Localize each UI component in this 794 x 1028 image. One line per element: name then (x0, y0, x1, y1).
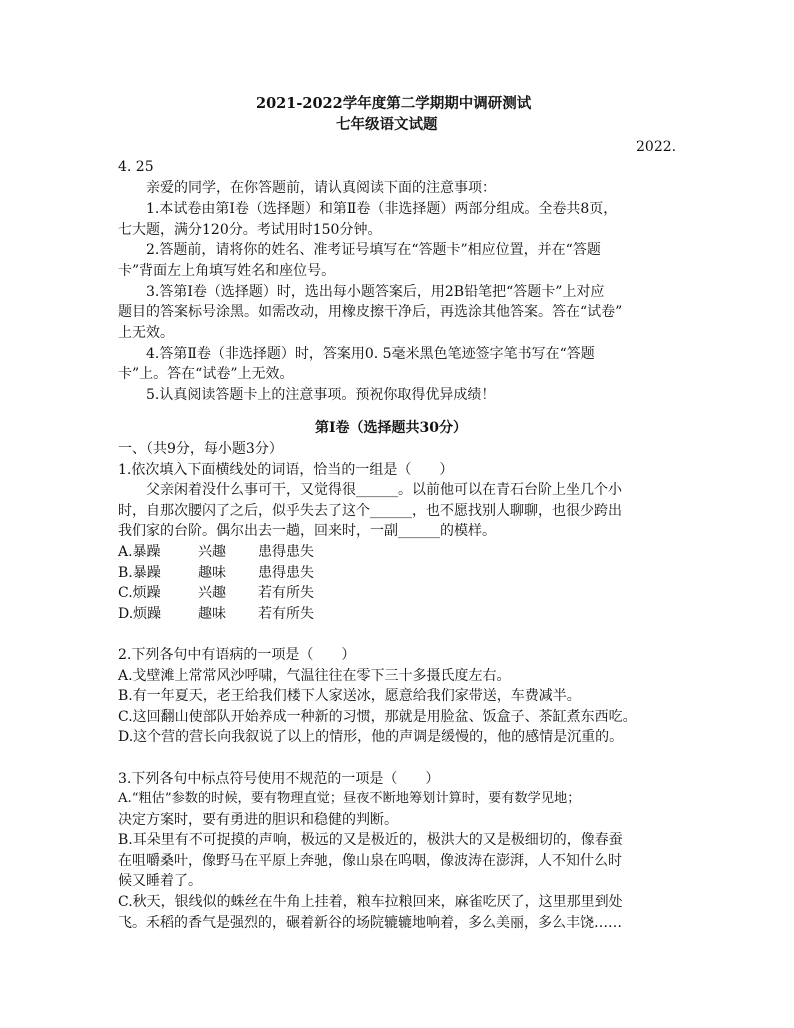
q1-option-a-word2: 兴趣 (198, 544, 226, 560)
notice-item-3c: 上无效。 (118, 325, 174, 341)
q3-option-c-line1: C.秋天，银线似的蛛丝在牛角上挂着，粮车拉粮回来，麻雀吃厌了，这里那里到处 (118, 894, 623, 910)
q3-stem: 3.下列各句中标点符号使用不规范的一项是（ ） (118, 771, 440, 787)
q1-passage-line2: 时，自那次腰闪了之后，似乎失去了这个______，也不愿找别人聊聊，也很少跨出 (118, 503, 622, 519)
notice-item-4a: 4.答第Ⅱ卷（非选择题）时，答案用0. 5毫米黑色笔迹签字笔书写在“答题 (146, 346, 595, 362)
q3-option-b-line1: B.耳朵里有不可捉摸的声响，极远的又是极近的，极洪大的又是极细切的，像春蚕 (118, 832, 623, 848)
notice-item-2b: 卡”背面左上角填写姓名和座位号。 (118, 263, 336, 279)
q1-option-a (118, 542, 314, 562)
notice-item-1b: 七大题，满分120分。考试用时150分钟。 (118, 222, 382, 238)
q2-option-b: B.有一年夏天，老王给我们楼下人家送冰，愿意给我们家带送，车费减半。 (118, 688, 581, 704)
q1-option-d-word1: D.烦躁 (118, 606, 162, 622)
q1-option-d (118, 604, 314, 624)
q1-option-b-word1: B.暴躁 (118, 565, 161, 581)
q1-option-a-word1: A.暴躁 (118, 544, 161, 560)
notice-item-2a: 2.答题前，请将你的姓名、准考证号填写在“答题卡”相应位置，并在“答题 (146, 242, 601, 258)
notice-intro: 亲爱的同学，在你答题前，请认真阅读下面的注意事项： (146, 180, 496, 196)
exam-date-part1: 2022. (636, 139, 677, 155)
notice-item-1a: 1.本试卷由第Ⅰ卷（选择题）和第Ⅱ卷（非选择题）两部分组成。全卷共8页， (146, 201, 618, 217)
q3-option-a-line1: A.“粗估”参数的时候，要有物理直觉；昼夜不断地筹划计算时，要有数学见地； (118, 791, 581, 806)
q1-stem: 1.依次填入下面横线处的词语，恰当的一组是（ ） (118, 462, 454, 478)
q1-option-b-word3: 患得患失 (258, 565, 314, 581)
q1-option-c-word1: C.烦躁 (118, 585, 161, 601)
q2-option-a: A.戈壁滩上常常风沙呼啸，气温往往在零下三十多摄氏度左右。 (118, 668, 511, 684)
q2-stem: 2.下列各句中有语病的一项是（ ） (118, 647, 356, 663)
q3-option-b-line2: 在咀嚼桑叶，像野马在平原上奔驰，像山泉在呜咽，像波涛在澎湃，人不知什么时 (118, 853, 622, 869)
q1-passage-line3: 我们家的台阶。偶尔出去一趟，回来时，一副______的模样。 (118, 523, 496, 539)
q2-option-c: C.这回翻山使部队开始养成一种新的习惯，那就是用脸盆、饭盒子、茶缸煮东西吃。 (118, 709, 637, 725)
q1-option-b (118, 563, 314, 583)
q1-option-c-word3: 若有所失 (258, 585, 314, 601)
part-1-heading: 一、（共9分，每小题3分） (118, 441, 283, 457)
q1-option-a-word3: 患得患失 (258, 544, 314, 560)
q3-option-b-line3: 候又睡着了。 (118, 873, 202, 889)
q1-option-d-word3: 若有所失 (258, 606, 314, 622)
q1-passage-line1: 父亲闲着没什么事可干，又觉得很______。以前他可以在青石台阶上坐几个小 (146, 482, 622, 498)
notice-item-4b: 卡”上。答在“试卷”上无效。 (118, 366, 294, 382)
q1-option-b-word2: 趣味 (198, 565, 226, 581)
q3-option-c-line2: 飞。禾稻的香气是强烈的，碾着新谷的场院辘辘地响着，多么美丽，多么丰饶…… (118, 915, 622, 931)
exam-date-part2: 4. 25 (118, 159, 154, 175)
q2-option-d: D.这个营的营长向我叙说了以上的情形，他的声调是缓慢的，他的感情是沉重的。 (118, 729, 624, 745)
notice-item-3a: 3.答第Ⅰ卷（选择题）时，选出每小题答案后，用2B铅笔把“答题卡”上对应 (146, 284, 605, 300)
exam-title-line1: 2021-2022学年度第二学期期中调研测试 (256, 95, 532, 112)
exam-title-line2: 七年级语文试题 (336, 116, 438, 133)
notice-item-3b: 题目的答案标号涂黑。如需改动，用橡皮擦干净后，再选涂其他答案。答在“试卷” (118, 304, 623, 320)
q3-option-a-line2: 决定方案时，要有勇进的胆识和稳健的判断。 (118, 812, 398, 828)
q1-option-d-word2: 趣味 (198, 606, 226, 622)
section-1-title: 第Ⅰ卷（选择题共30分） (315, 420, 468, 436)
q1-option-c (118, 583, 314, 603)
notice-item-5: 5.认真阅读答题卡上的注意事项。预祝你取得优异成绩！ (146, 387, 496, 403)
q1-option-c-word2: 兴趣 (198, 585, 226, 601)
